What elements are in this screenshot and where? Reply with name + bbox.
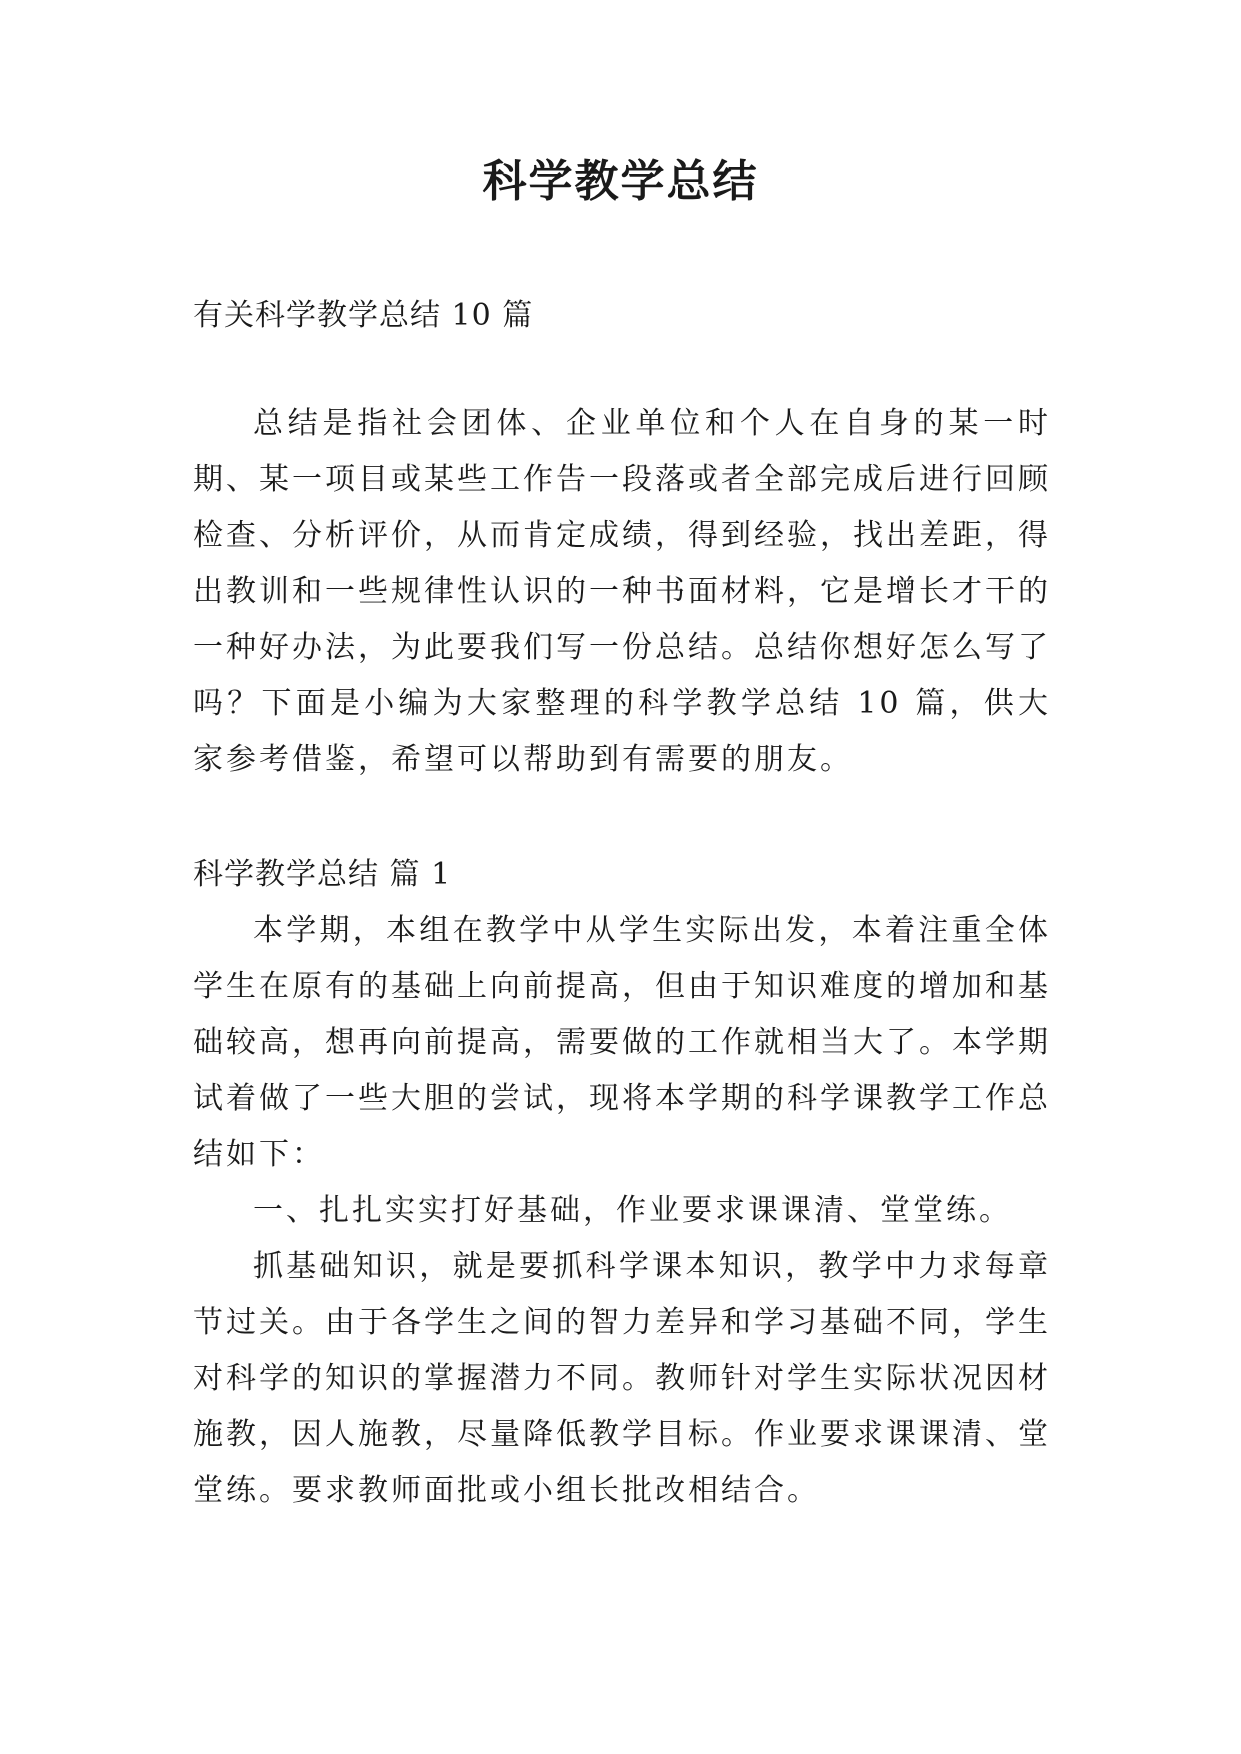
section-paragraph: 一、扎扎实实打好基础，作业要求课课清、堂堂练。 xyxy=(253,1193,1012,1228)
document-title: 科学教学总结 xyxy=(482,156,759,207)
section-paragraph: 本学期，本组在教学中从学生实际出发，本着注重全体学生在原有的基础上向前提高，但由于知识难度的增加和基础较高，想再向前提高，需要做的工作就相当大了。本学期试着做了一些大胆的尝试，现将本学期的科学课教学工作总结如下： xyxy=(193,913,1051,1172)
intro-paragraph: 总结是指社会团体、企业单位和个人在自身的某一时期、某一项目或某些工作告一段落或者全部完成后进行回顾检查、分析评价，从而肯定成绩，得到经验，找出差距，得出教训和一些规律性认识的一种书面材料，它是增长才干的一种好办法，为此要我们写一份总结。总结你想好怎么写了吗？下面是小编为大家整理的科学教学总结 10 篇，供大家参考借鉴，希望可以帮助到有需要的朋友。 xyxy=(193,406,1051,777)
section-heading: 科学教学总结 篇 1 xyxy=(193,857,452,892)
section-paragraph: 抓基础知识，就是要抓科学课本知识，教学中力求每章节过关。由于各学生之间的智力差异和学习基础不同，学生对科学的知识的掌握潜力不同。教师针对学生实际状况因材施教，因人施教，尽量降低教学目标。作业要求课课清、堂堂练。要求教师面批或小组长批改相结合。 xyxy=(193,1249,1051,1508)
document-body xyxy=(193,288,1051,1519)
document-subtitle: 有关科学教学总结 10 篇 xyxy=(193,298,534,333)
